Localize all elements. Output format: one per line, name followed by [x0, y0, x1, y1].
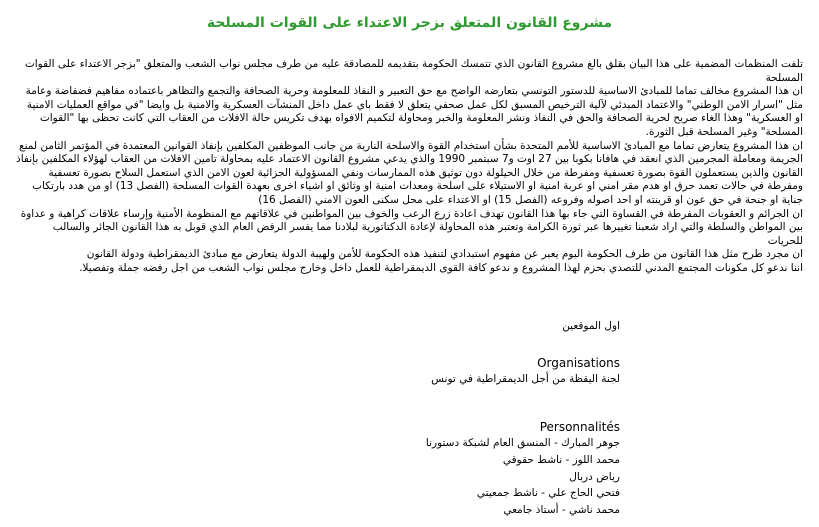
personality-item: فتحي الحاج علي - ناشط جمعيتي [476, 487, 620, 500]
paragraph-authoritarian: ان مجرد طرح مثل هذا القانون من طرف الحكومة اليوم يعبر عن مفهوم استبدادي لتنفيذ هذه الحكومة للأمن ولهيبة الدولة يتعارض مع مبادئ الديمقراطية ودولة القانون [86, 248, 803, 261]
document-title: مشروع القانون المتعلق بزجر الاعتداء على القوات المسلحة [206, 15, 613, 31]
signatories-block [300, 320, 620, 517]
statement-body [16, 58, 803, 276]
personality-item: جوهر المبارك - المنسق العام لشبكة دستورنا [425, 437, 620, 450]
personalities-label: Personnalités [539, 419, 620, 434]
signatories-heading: اول الموقعين [562, 320, 620, 332]
personality-item: محمد اللوز - ناشط حقوقي [502, 453, 620, 466]
paragraph-un-principles: ان هذا المشروع يتعارض تماما مع المبادئ الاساسية للأمم المتحدة بشأن استخدام القوة والاسلحة النارية من جانب الموظفين المكلفين بإنفاذ القوانين المعتمدة في المؤتمر الثامن لمنع الجريمة ومعاملة المجرمين الذي انعقد في هافانا بكوبا بين 27 اوت و7 سبتمبر 1990 والذي يدعي مشروع القانون الاعتماد عليه بمحاولة تامين الافلات من العقاب لهؤلاء المكلفين بإنفاذ القانون والذين يستعملون القوة بصورة تعسفية ومفرطة من خلال الحيلولة دون توثيق هذه الممارسات ونفي المسؤولية الجزائية لعون الامن الذي استعمل السلاح بصورة تعسفية ومفرطة في حالات تعمد حرق او هدم مقر امني او عربة امنية او الاستيلاء على اسلحة ومعدات امنية او وثائق او اشياء اخرى بعهدة القوات المسلحة (الفصل 13) او من هدد بارتكاب جناية او جنحة في حق عون او قرينته او احد اصوله وفروعه (الفصل 15) او الاعتداء على محل سكنى العون الامني (الفصل 16) [16, 139, 803, 206]
paragraph-intro: تلفت المنظمات المضمية على هذا البيان بقلق بالغ مشروع القانون الذي تتمسك الحكومة بتقديمه للمصادقة عليه من طرف مجلس نواب الشعب والمتعلق "بزجر الاعتداء على القوات المسلحة [24, 58, 803, 84]
paragraph-call: اننا ندعو كل مكونات المجتمع المدني للتصدي بحزم لهذا المشروع و ندعو كافة القوى الديمقراطية للعمل داخل وخارج مجلس نواب الشعب من اجل رفضه جملة وتفصيلا. [79, 261, 803, 274]
organisations-label: Organisations [537, 355, 620, 370]
personality-item: رياض دربال [569, 470, 620, 483]
paragraph-constitution: ان هذا المشروع مخالف تماما للمبادئ الاساسية للدستور التونسي بتعارضه الواضح مع حق التعبير و النفاذ للمعلومة وحرية الصحافة والتجمع والتظاهر باعتماده مفاهيم فضفاضة وعامة مثل "اسرار الامن الوطني" والاعتماد المبدئي لآلية الترخيص المسبق لكل عمل صحفي يتعلق لا فقط باي عمل داخل المنشآت العسكرية والامنية بل وايضا "في مواقع العمليات الامنية او العسكرية" وهذا الغاء صريح لحرية الصحافة والحق في النفاذ ونشر المعلومة والخبر ومحاولة لتكميم الافواه بهدف تكريس حالة الافلات من العقاب التي كانت تحظى بها "القوات المسلحة" وغير المسلحة قبل الثورة. [25, 85, 803, 138]
personality-item: محمد ناشي - أستاذ جامعي [503, 503, 620, 516]
organisation-item: لجنة اليقظة من أجل الديمقراطية في تونس [431, 373, 620, 386]
paragraph-penalties: ان الجرائم و العقوبات المفرطة في القساوة التي جاء بها هذا القانون تهدف اعادة زرع الرعب والخوف بين المواطنين في علاقاتهم مع المنظومة الأمنية وإرساء علاقات كراهية و عداوة بين المواطن والسلطة والتي اراد شعبنا تغييرها عبر ثورة الكرامة وتعتبر هذه المحاولة لإعادة الدكتاتورية لبلادنا مما يفسر الرفض العام الذي قوبل به هذا القانون الجائر والسالب للحريات [20, 207, 803, 247]
